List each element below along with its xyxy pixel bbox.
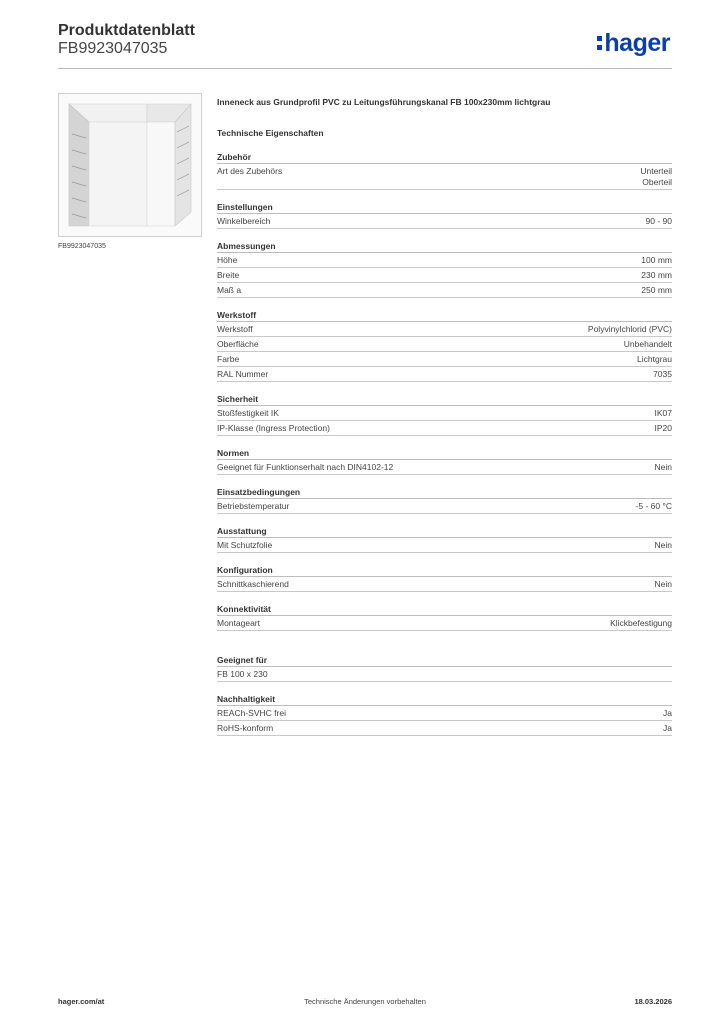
- spec-label: Geeignet für Funktionserhalt nach DIN4102-12: [217, 462, 394, 472]
- document-title: Produktdatenblatt: [58, 22, 195, 39]
- spec-row: [217, 421, 672, 436]
- spec-group: [217, 564, 672, 592]
- spec-value-line: Unbehandelt: [623, 339, 672, 349]
- spec-label: Schnittkaschierend: [217, 579, 289, 589]
- spec-value: [655, 462, 672, 473]
- spec-label: Montageart: [217, 618, 260, 628]
- spec-label: IP-Klasse (Ingress Protection): [217, 423, 330, 433]
- spec-row: [217, 352, 672, 367]
- page-header: [58, 20, 672, 69]
- spec-value-line: Unterteil: [640, 166, 672, 176]
- spec-value: [588, 324, 672, 335]
- spec-group: [217, 654, 672, 682]
- spec-label: Oberfläche: [217, 339, 259, 349]
- spec-value: [640, 166, 672, 188]
- spec-group: [217, 240, 672, 298]
- spec-group: [217, 201, 672, 229]
- spec-group-title: Ausstattung: [217, 525, 672, 538]
- spec-value: [610, 618, 672, 629]
- footer-date: 18.03.2026: [634, 997, 672, 1006]
- spec-row: [217, 337, 672, 352]
- spec-row: [217, 499, 672, 514]
- spec-row: [217, 322, 672, 337]
- spec-value: [653, 369, 672, 380]
- spec-value: [646, 216, 672, 227]
- spec-group: [217, 447, 672, 475]
- specification-content: [217, 95, 672, 736]
- spec-group-title: Konnektivität: [217, 603, 672, 616]
- product-code: FB9923047035: [58, 40, 168, 57]
- spec-value: [655, 540, 672, 551]
- spec-value: [663, 708, 672, 719]
- spec-row: [217, 253, 672, 268]
- spec-value: [624, 339, 672, 350]
- spec-value-line: 7035: [653, 369, 672, 379]
- spec-label: REACh-SVHC frei: [217, 708, 286, 718]
- logo-dots-icon: [597, 34, 602, 52]
- spec-value: [655, 579, 672, 590]
- footer-website: hager.com/at: [58, 997, 105, 1006]
- spec-row: [217, 164, 672, 190]
- footer-notice: Technische Änderungen vorbehalten: [304, 997, 426, 1006]
- spec-value-line: Ja: [663, 708, 672, 718]
- spec-row: [217, 577, 672, 592]
- spec-value: [641, 255, 672, 266]
- spec-row: [217, 406, 672, 421]
- spec-group-title: Zubehör: [217, 151, 672, 164]
- spec-value-line: Polyvinylchlorid (PVC): [587, 324, 672, 334]
- spec-groups: [217, 151, 672, 631]
- spec-value-line: Nein: [654, 579, 672, 589]
- spec-label: Maß a: [217, 285, 242, 295]
- spec-row: [217, 667, 672, 682]
- spec-value: [641, 270, 672, 281]
- spec-value-line: -5 - 60 °C: [635, 501, 672, 511]
- spec-group-title: Nachhaltigkeit: [217, 693, 672, 706]
- spec-value-line: IK07: [654, 408, 672, 418]
- spec-group-title: Abmessungen: [217, 240, 672, 253]
- spec-row: [217, 721, 672, 736]
- spec-row: [217, 214, 672, 229]
- spec-value-line: IP20: [654, 423, 672, 433]
- spec-group: [217, 525, 672, 553]
- spec-value-line: Nein: [654, 540, 672, 550]
- spec-row: [217, 616, 672, 631]
- spec-row: [217, 367, 672, 382]
- spec-label: Art des Zubehörs: [217, 166, 283, 176]
- spec-group-title: Sicherheit: [217, 393, 672, 406]
- product-title: Inneneck aus Grundprofil PVC zu Leitungsführungskanal FB 100x230mm lichtgrau: [217, 97, 551, 107]
- spec-group-title: Geeignet für: [217, 654, 672, 667]
- spec-group-title: Einstellungen: [217, 201, 672, 214]
- spec-value-line: Oberteil: [642, 177, 672, 187]
- spec-value-line: Lichtgrau: [637, 354, 672, 364]
- spec-value-line: Klickbefestigung: [610, 618, 672, 628]
- spec-label: Höhe: [217, 255, 238, 265]
- spec-value-line: Nein: [654, 462, 672, 472]
- spec-value: [655, 408, 673, 419]
- spec-group-title: Einsatzbedingungen: [217, 486, 672, 499]
- spec-label: Mit Schutzfolie: [217, 540, 273, 550]
- hager-logo: [597, 28, 670, 58]
- spec-value: [641, 285, 672, 296]
- spec-label: RAL Nummer: [217, 369, 269, 379]
- spec-row: [217, 460, 672, 475]
- spec-value-line: 250 mm: [641, 285, 672, 295]
- spec-value: [663, 723, 672, 734]
- spec-label: Winkelbereich: [217, 216, 271, 226]
- spec-group-title: Konfiguration: [217, 564, 672, 577]
- spec-value: [637, 354, 672, 365]
- spec-group: [217, 151, 672, 190]
- spec-group: [217, 309, 672, 382]
- spec-row: [217, 268, 672, 283]
- spec-value: [636, 501, 672, 512]
- section-label: Technische Eigenschaften: [217, 128, 324, 138]
- spec-label: RoHS-konform: [217, 723, 274, 733]
- spec-group: [217, 486, 672, 514]
- spec-group: [217, 603, 672, 631]
- spec-label: Stoßfestigkeit IK: [217, 408, 279, 418]
- spec-label: Werkstoff: [217, 324, 253, 334]
- spec-group-title: Normen: [217, 447, 672, 460]
- spec-row: [217, 706, 672, 721]
- spec-value: [655, 423, 673, 434]
- spec-row: [217, 538, 672, 553]
- corner-duct-icon: [59, 94, 201, 236]
- spec-value-line: Ja: [663, 723, 672, 733]
- spec-label: Farbe: [217, 354, 240, 364]
- spec-value-line: 90 - 90: [645, 216, 672, 226]
- product-image: [58, 93, 202, 237]
- spec-label: Betriebstemperatur: [217, 501, 290, 511]
- spec-group-title: Werkstoff: [217, 309, 672, 322]
- spec-row: [217, 283, 672, 298]
- spec-group: [217, 393, 672, 436]
- spec-value-line: 230 mm: [641, 270, 672, 280]
- spec-group: [217, 693, 672, 736]
- image-caption: FB9923047035: [58, 243, 106, 250]
- spec-label: FB 100 x 230: [217, 669, 268, 679]
- logo-text: hager: [604, 28, 670, 57]
- spec-groups-secondary: [217, 654, 672, 736]
- spec-value-line: 100 mm: [641, 255, 672, 265]
- spec-label: Breite: [217, 270, 240, 280]
